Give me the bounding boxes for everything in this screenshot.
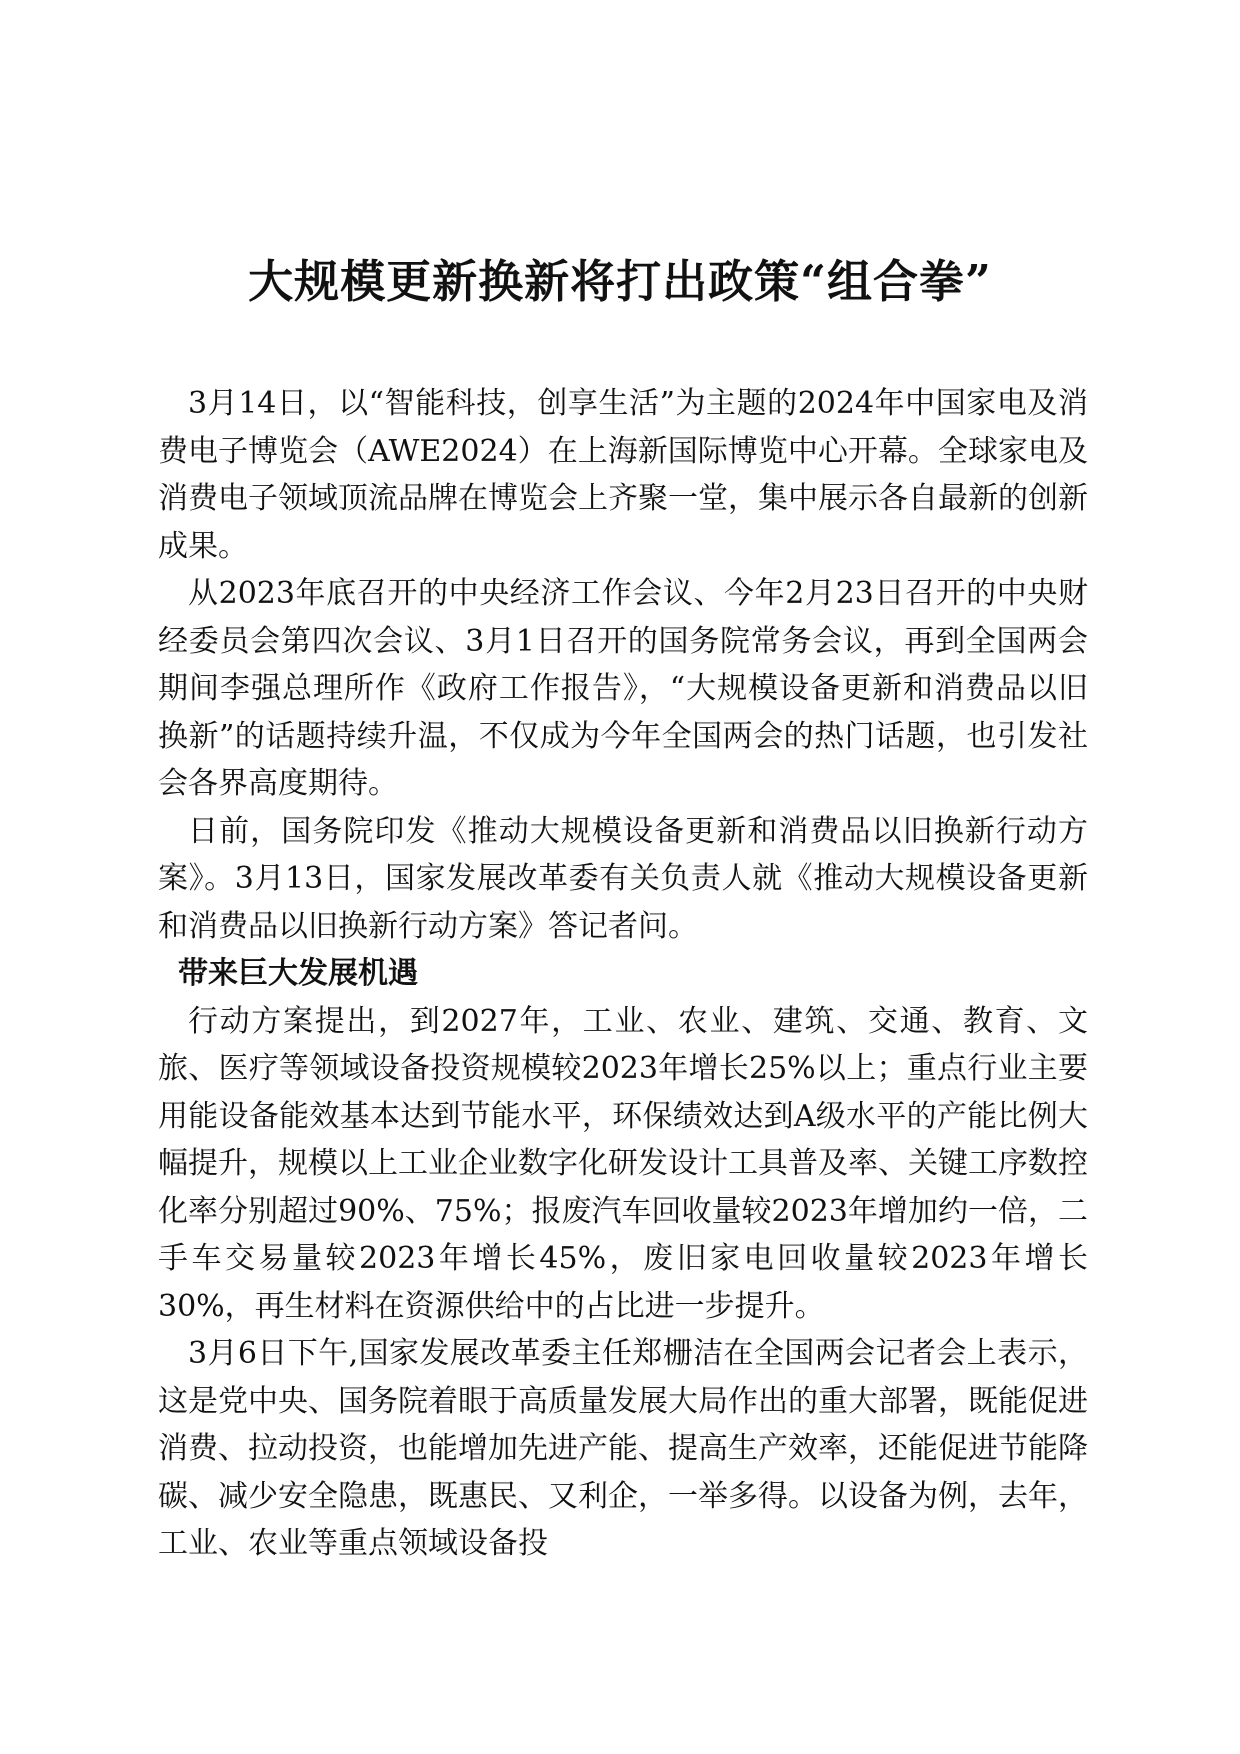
paragraph-press-conference: 3月6日下午,国家发展改革委主任郑栅洁在全国两会记者会上表示，这是党中央、国务院着眼于高质量发展大局作出的重大部署，既能促进消费、拉动投资，也能增加先进产能、提高生产效率，还能促进节能降碳、减少安全隐患，既惠民、又利企，一举多得。以设备为例，去年，工业、农业等重点领域设备投: [158, 1336, 1088, 1561]
paragraph-action-plan-issued: 日前，国务院印发《推动大规模设备更新和消费品以旧换新行动方案》。3月13日，国家发展改革委有关负责人就《推动大规模设备更新和消费品以旧换新行动方案》答记者问。: [158, 813, 1088, 944]
section-heading: 带来巨大发展机遇: [178, 956, 418, 991]
document-body: [158, 380, 1088, 1568]
paragraph-awe-opening: 3月14日，以“智能科技，创享生活”为主题的2024年中国家电及消费电子博览会（AWE2024）在上海新国际博览中心开幕。全球家电及消费电子领域顶流品牌在博览会上齐聚一堂，集中展示各自最新的创新成果。: [158, 386, 1088, 564]
document-title: 大规模更新换新将打出政策“组合拳”: [248, 255, 992, 308]
paragraph-policy-background: 从2023年底召开的中央经济工作会议、今年2月23日召开的中央财经委员会第四次会议、3月1日召开的国务院常务会议，再到全国两会期间李强总理所作《政府工作报告》，“大规模设备更新和消费品以旧换新”的话题持续升温，不仅成为今年全国两会的热门话题，也引发社会各界高度期待。: [158, 576, 1088, 801]
paragraph-targets: 行动方案提出，到2027年，工业、农业、建筑、交通、教育、文旅、医疗等领域设备投资规模较2023年增长25%以上；重点行业主要用能设备能效基本达到节能水平，环保绩效达到A级水平的产能比例大幅提升，规模以上工业企业数字化研发设计工具普及率、关键工序数控化率分别超过90%、75%；报废汽车回收量较2023年增加约一倍，二手车交易量较2023年增长45%，废旧家电回收量较2023年增长30%，再生材料在资源供给中的占比进一步提升。: [158, 1003, 1088, 1324]
